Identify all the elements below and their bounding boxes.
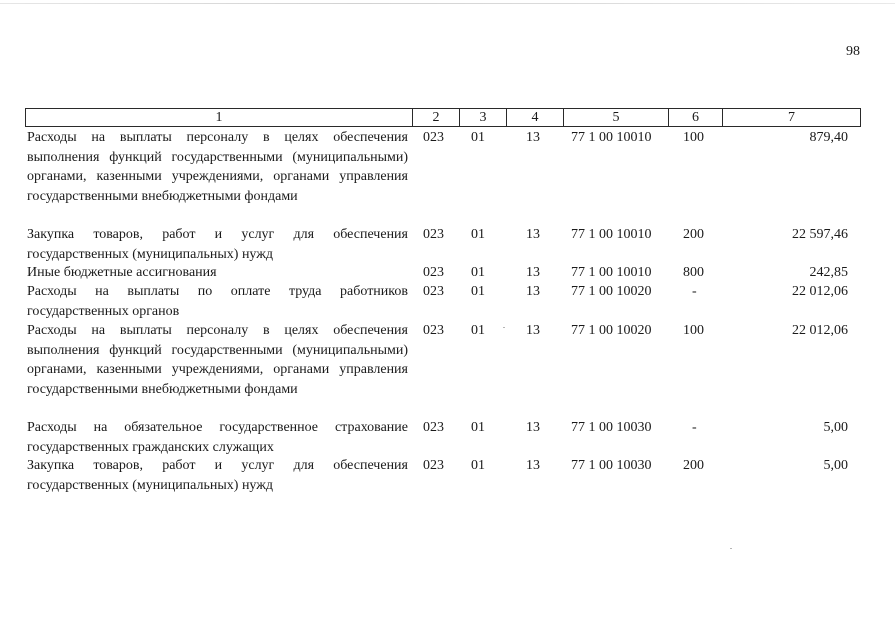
row-col-6: 200 — [683, 458, 704, 473]
table-header — [25, 108, 861, 127]
row-col-5: 77 1 00 10030 — [571, 458, 652, 473]
row-col-2: 023 — [423, 265, 444, 280]
row-col-3: 01 — [471, 284, 485, 299]
row-description: Расходы на выплаты персоналу в целях обеспечения выполнения функций государственными (муниципальными) органами, казенными учреждениями, органами управления государственными внебюджетными фондами — [27, 130, 408, 204]
row-col-4: 13 — [526, 323, 540, 338]
row-col-7: 5,00 — [823, 458, 848, 473]
header-col-1: 1 — [26, 109, 413, 126]
row-col-7: 242,85 — [809, 265, 848, 280]
header-col-2: 2 — [413, 109, 460, 126]
row-col-3: 01 — [471, 458, 485, 473]
header-col-4: 4 — [507, 109, 564, 126]
row-col-2: 023 — [423, 420, 444, 435]
row-col-5: 77 1 00 10020 — [571, 323, 652, 338]
row-col-2: 023 — [423, 227, 444, 242]
row-col-4: 13 — [526, 284, 540, 299]
row-col-7: 5,00 — [823, 420, 848, 435]
row-col-5: 77 1 00 10030 — [571, 420, 652, 435]
row-col-7: 879,40 — [809, 130, 848, 145]
row-col-6: 200 — [683, 227, 704, 242]
row-col-4: 13 — [526, 265, 540, 280]
row-description: Закупка товаров, работ и услуг для обеспечения государственных (муниципальных) нужд — [27, 458, 408, 493]
row-col-2: 023 — [423, 323, 444, 338]
page-number: 98 — [846, 44, 860, 59]
header-col-7: 7 — [788, 110, 795, 125]
row-col-7: 22 012,06 — [792, 323, 848, 338]
row-description: Закупка товаров, работ и услуг для обеспечения государственных (муниципальных) нужд — [27, 227, 408, 262]
row-description: Расходы на выплаты по оплате труда работников государственных органов — [27, 284, 408, 319]
row-col-3: 01 — [471, 420, 485, 435]
row-col-5: 77 1 00 10010 — [571, 227, 652, 242]
row-col-4: 13 — [526, 227, 540, 242]
row-col-2: 023 — [423, 458, 444, 473]
scan-speck — [730, 548, 732, 549]
row-col-6: 800 — [683, 265, 704, 280]
row-col-5: 77 1 00 10010 — [571, 130, 652, 145]
row-col-4: 13 — [526, 130, 540, 145]
row-col-2: 023 — [423, 130, 444, 145]
row-description: Расходы на обязательное государственное страхование государственных гражданских служащих — [27, 420, 408, 455]
row-col-6: - — [692, 284, 697, 299]
header-col-3: 3 — [460, 109, 507, 126]
row-col-3: 01 — [471, 227, 485, 242]
row-col-4: 13 — [526, 458, 540, 473]
row-col-5: 77 1 00 10020 — [571, 284, 652, 299]
row-col-7: 22 597,46 — [792, 227, 848, 242]
row-col-6: 100 — [683, 130, 704, 145]
row-col-6: 100 — [683, 323, 704, 338]
scan-speck — [503, 327, 505, 328]
row-description: Расходы на выплаты персоналу в целях обеспечения выполнения функций государственными (муниципальными) органами, казенными учреждениями, органами управления государственными внебюджетными фондами — [27, 323, 408, 397]
row-col-7: 22 012,06 — [792, 284, 848, 299]
row-col-3: 01 — [471, 130, 485, 145]
header-col-6: 6 — [669, 109, 723, 126]
row-col-3: 01 — [471, 265, 485, 280]
scan-top-edge — [0, 3, 895, 4]
header-col-5: 5 — [564, 109, 669, 126]
row-col-5: 77 1 00 10010 — [571, 265, 652, 280]
row-col-3: 01 — [471, 323, 485, 338]
row-col-2: 023 — [423, 284, 444, 299]
row-description: Иные бюджетные ассигнования — [27, 265, 217, 280]
row-col-4: 13 — [526, 420, 540, 435]
row-col-6: - — [692, 420, 697, 435]
